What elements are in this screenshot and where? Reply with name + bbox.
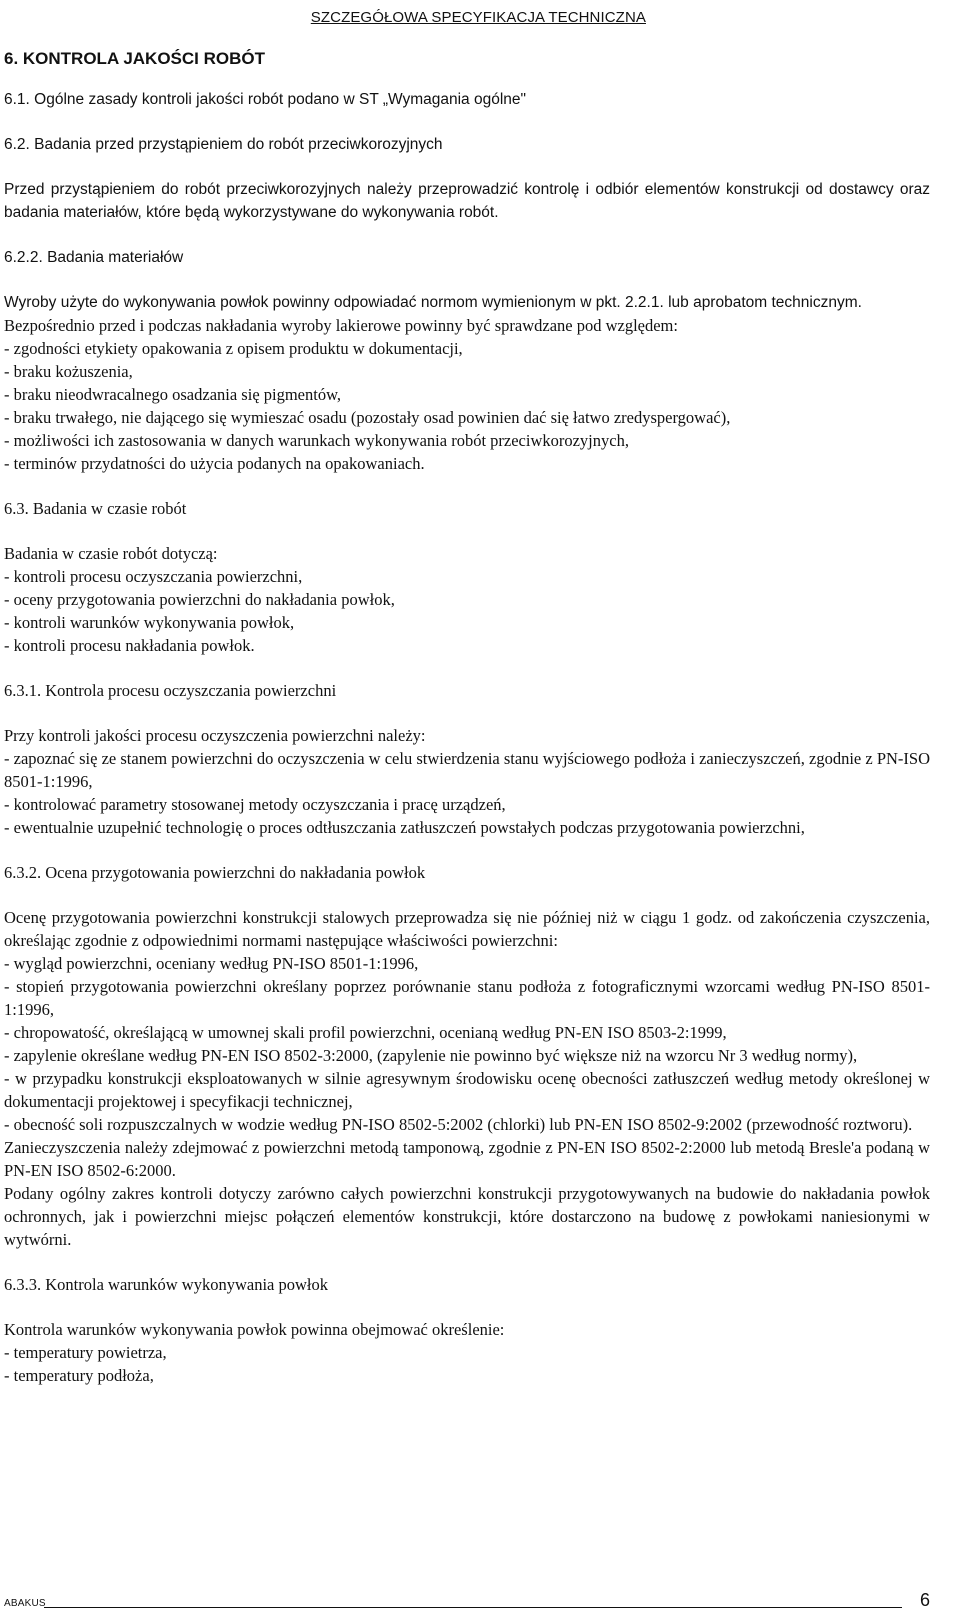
heading-6-3-2: 6.3.2. Ocena przygotowania powierzchni do nakładania powłok xyxy=(4,863,426,882)
paragraph-6-3-intro: Badania w czasie robót dotyczą: xyxy=(4,544,218,563)
page-number: 6 xyxy=(919,1590,930,1610)
heading-6-2: 6.2. Badania przed przystąpieniem do robót przeciwkorozyjnych xyxy=(4,136,443,153)
list-6-3 xyxy=(4,565,930,657)
list-item: - kontrolować parametry stosowanej metody oczyszczania i pracę urządzeń, xyxy=(4,795,506,814)
list-item: - stopień przygotowania powierzchni określany poprzez porównanie stanu podłoża z fotograficznymi wzorcami według PN-ISO 8501-1:1996, xyxy=(4,977,930,1019)
heading-6-3: 6.3. Badania w czasie robót xyxy=(4,499,187,518)
list-item: - obecność soli rozpuszczalnych w wodzie według PN-ISO 8502-5:2002 (chlorki) lub PN-EN ISO 8502-9:2002 (przewodność roztworu). xyxy=(4,1115,913,1134)
list-item: - zapylenie określane według PN-EN ISO 8502-3:2000, (zapylenie nie powinno być większe niż na wzorcu Nr 3 według normy), xyxy=(4,1046,858,1065)
section-title: 6. KONTROLA JAKOŚCI ROBÓT xyxy=(4,49,265,68)
list-item: - temperatury podłoża, xyxy=(4,1366,154,1385)
footer-rule xyxy=(44,1607,902,1608)
list-item: - ewentualnie uzupełnić technologię o proces odtłuszczania zatłuszczeń powstałych podczas przygotowania powierzchni, xyxy=(4,818,805,837)
document-body xyxy=(4,47,930,1387)
list-item: - braku nieodwracalnego osadzania się pigmentów, xyxy=(4,385,342,404)
paragraph-6-3-2-b: Podany ogólny zakres kontroli dotyczy zarówno całych powierzchni konstrukcji przygotowywanych na budowie do nakładania powłok ochronnych, jak i powierzchni miejsc połączeń elementów konstrukcji, które dostarczono na budowę z powłokami naniesionymi w wytwórni. xyxy=(4,1184,930,1249)
heading-6-2-2: 6.2.2. Badania materiałów xyxy=(4,249,184,266)
list-item: - terminów przydatności do użycia podanych na opakowaniach. xyxy=(4,454,425,473)
list-6-3-2 xyxy=(4,952,930,1136)
list-item: - braku kożuszenia, xyxy=(4,362,133,381)
footer-company-label: ABAKUS xyxy=(4,1598,46,1609)
paragraph-6-3-2-intro: Ocenę przygotowania powierzchni konstrukcji stalowych przeprowadza się nie później niż w ciągu 1 godz. od zakończenia czyszczenia, określając zgodnie z odpowiednimi normami następujące właściwości powierzchni: xyxy=(4,908,930,950)
list-item: - oceny przygotowania powierzchni do nakładania powłok, xyxy=(4,590,395,609)
list-item: - w przypadku konstrukcji eksploatowanych w silnie agresywnym środowisku ocenę obecności zatłuszczeń według metody określonej w dokumentacji projektowej i specyfikacji technicznej, xyxy=(4,1069,930,1111)
list-item: - zgodności etykiety opakowania z opisem produktu w dokumentacji, xyxy=(4,339,463,358)
list-item: - kontroli warunków wykonywania powłok, xyxy=(4,613,295,632)
running-header: SZCZEGÓŁOWA SPECYFIKACJA TECHNICZNA xyxy=(310,9,646,26)
list-6-2-2 xyxy=(4,337,930,475)
list-6-3-1 xyxy=(4,747,930,839)
heading-6-3-1: 6.3.1. Kontrola procesu oczyszczania powierzchni xyxy=(4,681,337,700)
heading-6-3-3: 6.3.3. Kontrola warunków wykonywania powłok xyxy=(4,1275,328,1294)
paragraph-6-3-1-intro: Przy kontroli jakości procesu oczyszczenia powierzchni należy: xyxy=(4,726,426,745)
list-item: - możliwości ich zastosowania w danych warunkach wykonywania robót przeciwkorozyjnych, xyxy=(4,431,629,450)
list-item: - temperatury powietrza, xyxy=(4,1343,167,1362)
list-item: - braku trwałego, nie dającego się wymieszać osadu (pozostały osad powinien dać się łatwo zredyspergować), xyxy=(4,408,731,427)
list-item: - wygląd powierzchni, oceniany według PN-ISO 8501-1:1996, xyxy=(4,954,419,973)
list-item: - kontroli procesu nakładania powłok. xyxy=(4,636,255,655)
list-6-3-3 xyxy=(4,1341,930,1387)
list-item: - zapoznać się ze stanem powierzchni do oczyszczenia w celu stwierdzenia stanu wyjściowego podłoża i zanieczyszczeń, zgodnie z PN-ISO 8501-1:1996, xyxy=(4,749,930,791)
list-item: - kontroli procesu oczyszczania powierzchni, xyxy=(4,567,303,586)
paragraph-6-2: Przed przystąpieniem do robót przeciwkorozyjnych należy przeprowadzić kontrolę i odbiór elementów konstrukcji od dostawcy oraz badania materiałów, które będą wykorzystywane do wykonywania robót. xyxy=(4,181,930,221)
paragraph-6-3-2-a: Zanieczyszczenia należy zdejmować z powierzchni metodą tamponową, zgodnie z PN-EN ISO 8502-2:2000 lub metodą Bresle'a podaną w PN-EN ISO 8502-6:2000. xyxy=(4,1138,930,1180)
paragraph-6-1: 6.1. Ogólne zasady kontroli jakości robót podano w ST „Wymagania ogólne" xyxy=(4,91,527,108)
list-item: - chropowatość, określającą w umownej skali profil powierzchni, ocenianą według PN-EN ISO 8503-2:1999, xyxy=(4,1023,727,1042)
page-footer xyxy=(4,1586,930,1610)
paragraph-6-3-3-intro: Kontrola warunków wykonywania powłok powinna obejmować określenie: xyxy=(4,1320,505,1339)
paragraph-6-2-2-a: Wyroby użyte do wykonywania powłok powinny odpowiadać normom wymienionym w pkt. 2.2.1. lub aprobatom technicznym. xyxy=(4,294,862,311)
paragraph-6-2-2-b: Bezpośrednio przed i podczas nakładania wyroby lakierowe powinny być sprawdzane pod względem: xyxy=(4,316,678,335)
